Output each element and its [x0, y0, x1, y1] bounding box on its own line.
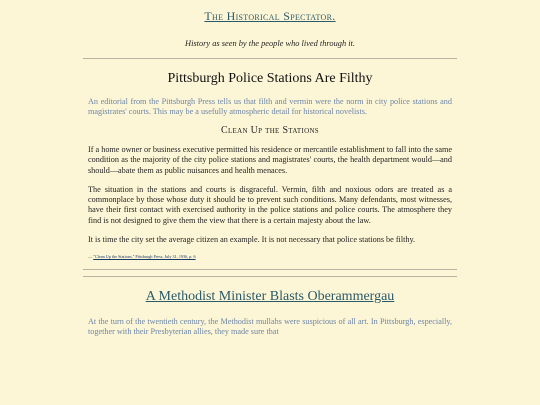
citation-link[interactable]: "Clean Up the Stations," Pittsburgh Press, July 31, 1936, p. 6 [93, 254, 196, 260]
article-paragraph-1: If a home owner or business executive permitted his residence or mercantile establishment to fall into the same condition as the majority of the city police stations and magistrates' courts, the health department would—and should—abate them as public nuisances and health menaces. [88, 145, 452, 175]
article-paragraph-3: It is time the city set the average citizen an example. It is not necessary that police stations be filthy. [88, 235, 416, 245]
article-citation [88, 254, 452, 259]
next-post-intro: At the turn of the twentieth century, the Methodist mullahs were suspicious of all art. In Pittsburgh, especially, together with their Presbyterian allies, they made sure that [88, 317, 452, 336]
post-divider-top [83, 269, 457, 270]
next-post-title-link[interactable]: A Methodist Minister Blasts Oberammergau [145, 289, 395, 305]
site-title-link[interactable] [83, 9, 457, 24]
site-title-period: . [332, 9, 336, 23]
header-divider [83, 58, 457, 59]
article-section-title: Clean Up the Stations [220, 125, 320, 136]
post-divider-bottom [83, 276, 457, 277]
site-title-text[interactable]: The Historical Spectator [204, 9, 333, 23]
site-tagline: History as seen by the people who lived through it. [185, 39, 355, 48]
post-intro: An editorial from the Pittsburgh Press tells us that filth and vermin were the norm in city police stations and magistrates' courts. This may be a usefully atmospheric detail for historical novelists. [88, 97, 452, 116]
article-paragraph-2: The situation in the stations and courts is disgraceful. Vermin, filth and noxious odors are treated as a commonplace by those whose duty it should be to prevent such conditions. Many defendants, most witnesses, have their first contact with exercised authority in the police stations and police courts. The atmosphere they find is not designed to give them the view that there is a certain majesty about the law. [88, 184, 452, 225]
citation-prefix: — [88, 254, 94, 260]
content-column [83, 9, 457, 336]
post-title: Pittsburgh Police Stations Are Filthy [167, 71, 373, 86]
